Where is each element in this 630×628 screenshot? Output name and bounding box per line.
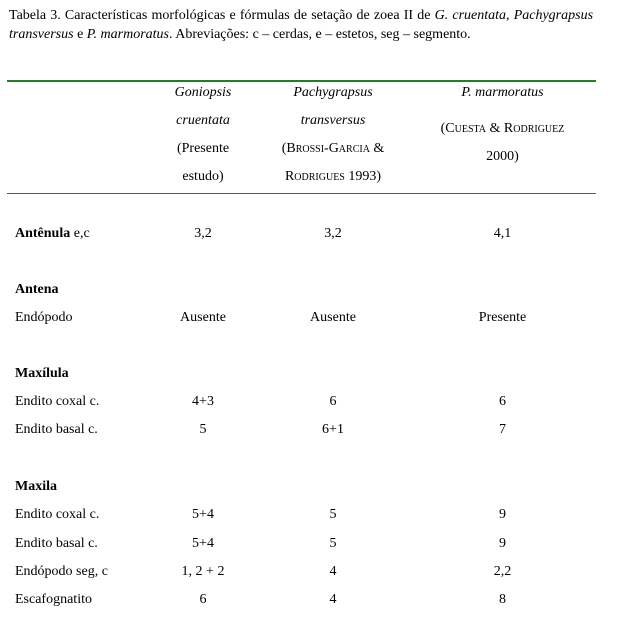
table-row: [0, 505, 630, 525]
header-pachygrapsus: [262, 79, 404, 191]
row-label: Endito coxal c.: [15, 394, 100, 409]
header-line: Goniopsis: [174, 85, 232, 100]
cell-pachygrapsus: 3,2: [324, 226, 342, 241]
cell-goniopsis: 6: [199, 592, 207, 607]
header-line: cruentata: [176, 113, 230, 128]
cell-pachygrapsus: 5: [329, 507, 337, 522]
row-label-suffix: e,c: [70, 226, 90, 241]
header-line: transversus: [300, 113, 366, 128]
header-line: Rodrigues 1993): [284, 169, 382, 184]
cell-marmoratus: Presente: [478, 310, 527, 325]
header-marmoratus: [410, 79, 595, 171]
table-header-rule: [7, 193, 596, 194]
caption-species-1: G. cruentata: [434, 8, 507, 23]
cell-goniopsis: 4+3: [192, 394, 214, 409]
cell-pachygrapsus: 6: [329, 394, 337, 409]
cell-goniopsis: 3,2: [194, 226, 212, 241]
header-line: (Brossi-Garcia &: [281, 141, 385, 156]
header-line: P. marmoratus: [461, 85, 544, 100]
cell-goniopsis: 5: [199, 422, 207, 437]
row-label: Endito coxal c.: [15, 507, 100, 522]
cell-marmoratus: 6: [499, 394, 506, 409]
cell-goniopsis: 5+4: [192, 507, 214, 522]
header-line: (Presente: [176, 141, 230, 156]
caption-species-3: P. marmoratus: [86, 27, 169, 42]
row-label: Escafognatito: [15, 592, 92, 607]
section-heading-maxila: Maxila: [15, 479, 57, 494]
cell-marmoratus: 9: [499, 507, 506, 522]
table-caption: [9, 6, 593, 44]
row-label: Endito basal c.: [15, 536, 98, 551]
row-label-bold: Antênula: [15, 226, 71, 241]
caption-text: ,: [506, 8, 514, 23]
cell-marmoratus: 2,2: [493, 564, 512, 579]
table-row: [0, 590, 630, 610]
section-heading: [0, 280, 630, 300]
cell-marmoratus: 4,1: [493, 226, 512, 241]
cell-pachygrapsus: 4: [329, 592, 337, 607]
cell-pachygrapsus: Ausente: [310, 310, 356, 325]
caption-text: Tabela 3. Características morfológicas e fórmulas de setação de zoea II de: [9, 8, 435, 23]
row-label: Endópodo seg, c: [15, 564, 108, 579]
table-row: [0, 308, 630, 328]
cell-marmoratus: 8: [499, 592, 506, 607]
row-label: Endópodo: [15, 310, 73, 325]
section-heading-maxilula: Maxílula: [15, 366, 69, 381]
header-line: (Cuesta & Rodriguez: [440, 121, 565, 136]
caption-text: e: [73, 27, 87, 42]
row-label: [15, 224, 90, 244]
header-line: 2000): [486, 149, 519, 164]
table-row: [0, 562, 630, 582]
section-heading: [0, 364, 630, 384]
cell-marmoratus: 7: [499, 422, 506, 437]
cell-pachygrapsus: 4: [329, 564, 337, 579]
cell-goniopsis: 5+4: [192, 536, 214, 551]
caption-species-2: Pachygrapsus transversus: [9, 8, 594, 42]
cell-goniopsis: 1, 2 + 2: [181, 564, 225, 579]
header-line: estudo): [182, 169, 224, 184]
cell-pachygrapsus: 5: [329, 536, 337, 551]
caption-text: . Abreviações: c – cerdas, e – estetos, seg – segmento.: [168, 27, 471, 42]
header-goniopsis: [143, 79, 263, 191]
table-row: [0, 392, 630, 412]
cell-marmoratus: 9: [499, 536, 506, 551]
row-label: Endito basal c.: [15, 422, 98, 437]
table-row: [0, 224, 630, 244]
table-row: [0, 420, 630, 440]
section-heading: [0, 477, 630, 497]
cell-goniopsis: Ausente: [180, 310, 226, 325]
header-line: Pachygrapsus: [293, 85, 373, 100]
table-row: [0, 534, 630, 554]
cell-pachygrapsus: 6+1: [322, 422, 344, 437]
section-heading-antena: Antena: [15, 282, 59, 297]
